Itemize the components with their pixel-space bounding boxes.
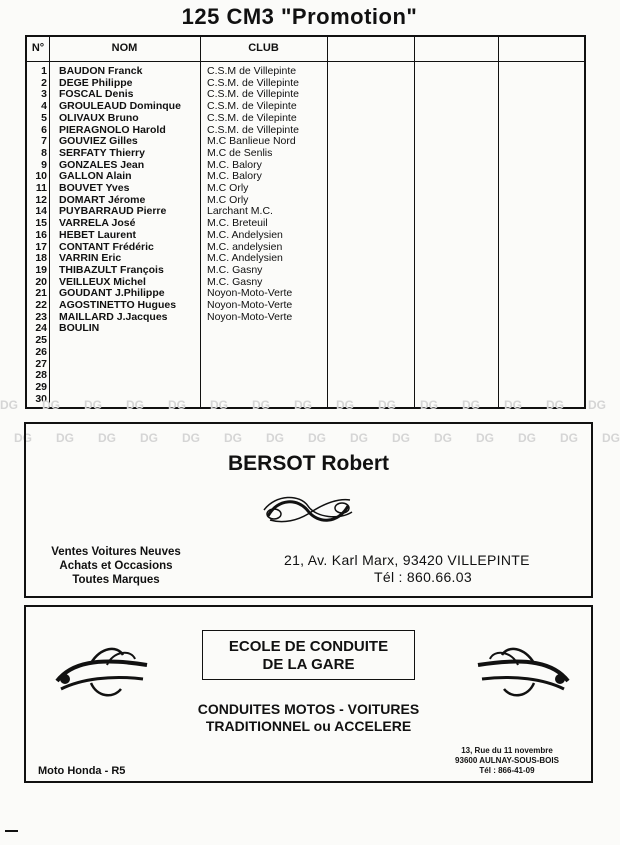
- table-row: [27, 323, 584, 335]
- row-number: 9: [41, 158, 47, 171]
- table-row: [27, 113, 584, 125]
- row-number: 4: [41, 100, 47, 113]
- club-name: C.S.M. de Villepinte: [207, 76, 300, 89]
- watermark-mark: DG: [266, 431, 284, 445]
- bersot-address: 21, Av. Karl Marx, 93420 VILLEPINTE: [284, 552, 530, 568]
- watermark-mark: DG: [42, 398, 60, 412]
- watermark-mark: DG: [588, 398, 606, 412]
- vehicle-note: Moto Honda - R5: [38, 765, 126, 777]
- row-number: 5: [41, 111, 47, 124]
- watermark-mark: DG: [224, 431, 242, 445]
- watermark-mark: DG: [350, 431, 368, 445]
- row-number: 28: [35, 369, 47, 382]
- services-line: CONDUITES MOTOS - VOITURES: [197, 701, 420, 717]
- entrant-name: CONTANT Frédéric: [59, 240, 154, 253]
- row-number: 23: [35, 310, 47, 323]
- table-row: [27, 300, 584, 312]
- row-number: 17: [35, 240, 47, 253]
- entrant-name: PIERAGNOLO Harold: [59, 123, 166, 136]
- row-number: 21: [35, 287, 47, 300]
- watermark-mark: DG: [560, 431, 578, 445]
- row-number: 24: [35, 322, 47, 335]
- row-number: 30: [35, 392, 47, 405]
- entrant-name: BOUVET Yves: [59, 182, 130, 194]
- watermark-mark: DG: [140, 431, 158, 445]
- watermark-mark: DG: [504, 398, 522, 412]
- row-number: 12: [35, 193, 47, 206]
- entrant-name: GALLON Alain: [59, 170, 132, 183]
- watermark-mark: DG: [602, 431, 620, 445]
- watermark-mark: DG: [392, 431, 410, 445]
- watermark-mark: DG: [56, 431, 74, 445]
- watermark-mark: DG: [518, 431, 536, 445]
- club-name: M.C. Balory: [207, 170, 262, 183]
- club-name: M.C. Balory: [207, 158, 262, 171]
- sales-line: Toutes Marques: [72, 574, 160, 586]
- club-name: C.S.M. de Vilepinte: [207, 111, 297, 124]
- table-row: [27, 230, 584, 242]
- header-club: CLUB: [248, 42, 279, 54]
- watermark-mark: DG: [126, 398, 144, 412]
- header-number: N°: [31, 42, 45, 54]
- entrant-name: SERFATY Thierry: [59, 146, 145, 159]
- club-name: C.S.M. de Vilepinte: [207, 100, 297, 113]
- entrant-name: GOUDANT J.Philippe: [59, 287, 165, 300]
- watermark-mark: DG: [546, 398, 564, 412]
- row-number: 1: [41, 65, 47, 77]
- row-number: 3: [41, 88, 47, 101]
- entrant-name: AGOSTINETTO Hugues: [59, 299, 177, 311]
- bersot-advertisement: [24, 422, 593, 598]
- club-name: Noyon-Moto-Verte: [207, 310, 293, 323]
- entrant-name: OLIVAUX Bruno: [59, 111, 139, 124]
- row-number: 10: [35, 170, 47, 183]
- watermark-mark: DG: [0, 398, 18, 412]
- row-number: 22: [35, 299, 47, 311]
- entrant-name: THIBAZULT François: [59, 263, 164, 276]
- row-number: 6: [41, 123, 47, 136]
- watermark-mark: DG: [462, 398, 480, 412]
- club-name: M.C. Andelysien: [207, 252, 283, 265]
- row-number: 20: [35, 275, 47, 288]
- row-number: 26: [35, 345, 47, 358]
- watermark-mark: DG: [98, 431, 116, 445]
- club-name: C.S.M. de Villepinte: [207, 123, 300, 136]
- table-row: [27, 359, 584, 371]
- club-name: Noyon-Moto-Verte: [207, 299, 293, 311]
- row-number: 2: [41, 76, 47, 89]
- flourish-right-icon: [474, 643, 574, 703]
- entrant-name: MAILLARD J.Jacques: [59, 310, 168, 323]
- entrant-name: DOMART Jérome: [59, 193, 146, 206]
- header-name: NOM: [111, 42, 138, 54]
- club-name: C.S.M de Villepinte: [207, 65, 297, 77]
- club-name: M.C. Gasny: [207, 275, 263, 288]
- club-name: M.C. Breteuil: [207, 217, 268, 230]
- services-line: TRADITIONNEL ou ACCELERE: [205, 718, 412, 734]
- bersot-phone: Tél : 860.66.03: [374, 569, 472, 585]
- table-row: [27, 183, 584, 195]
- table-row: [27, 347, 584, 359]
- watermark-mark: DG: [434, 431, 452, 445]
- row-number: 15: [35, 217, 47, 230]
- entrant-name: GOUVIEZ Gilles: [59, 135, 138, 148]
- entrant-name: GROULEAUD Dominque: [59, 100, 181, 113]
- entrant-name: VARRELA José: [59, 217, 136, 230]
- watermark-mark: DG: [14, 431, 32, 445]
- row-number: 27: [35, 357, 47, 370]
- watermark-mark: DG: [294, 398, 312, 412]
- entrant-name: FOSCAL Denis: [59, 88, 134, 101]
- school-name-line: ECOLE DE CONDUITE: [228, 638, 389, 655]
- table-row: [27, 312, 584, 324]
- row-number: 8: [41, 146, 47, 159]
- club-name: M.C Orly: [207, 193, 249, 206]
- club-name: M.C de Senlis: [207, 146, 273, 159]
- driving-school-advertisement: [24, 605, 593, 783]
- row-number: 25: [35, 334, 47, 347]
- scroll-ornament-icon: [258, 494, 358, 528]
- watermark-mark: DG: [336, 398, 354, 412]
- club-name: C.S.M. de Villepinte: [207, 88, 300, 101]
- school-name-line: DE LA GARE: [262, 656, 355, 673]
- entrant-name: GONZALES Jean: [59, 158, 145, 171]
- header-divider: [27, 61, 584, 62]
- entrant-name: DEGE Philippe: [59, 76, 133, 89]
- sales-line: Ventes Voitures Neuves: [51, 546, 181, 558]
- school-address-line: 13, Rue du 11 novembre: [461, 746, 553, 755]
- entrant-name: HEBET Laurent: [59, 228, 137, 241]
- row-number: 19: [35, 263, 47, 276]
- table-row: [27, 335, 584, 347]
- club-name: M.C. Gasny: [207, 263, 263, 276]
- row-number: 16: [35, 228, 47, 241]
- watermark-mark: DG: [210, 398, 228, 412]
- club-name: Larchant M.C.: [207, 205, 273, 218]
- school-phone: Tél : 866-41-09: [479, 766, 535, 775]
- entrant-name: PUYBARRAUD Pierre: [59, 205, 167, 218]
- table-row: [27, 148, 584, 160]
- table-row: [27, 382, 584, 394]
- table-row: [27, 66, 584, 78]
- row-number: 18: [35, 252, 47, 265]
- table-row: [27, 370, 584, 382]
- watermark-mark: DG: [420, 398, 438, 412]
- club-name: M.C. andelysien: [207, 240, 283, 253]
- flourish-left-icon: [51, 643, 151, 703]
- club-name: M.C Banlieue Nord: [207, 135, 296, 148]
- advertiser-name: BERSOT Robert: [227, 452, 389, 475]
- school-name-box: [202, 630, 415, 680]
- watermark-mark: DG: [182, 431, 200, 445]
- entrant-name: VARRIN Eric: [59, 252, 122, 265]
- page-edge-mark: [5, 830, 18, 832]
- entrant-name: BAUDON Franck: [59, 65, 143, 77]
- entry-table: [25, 35, 586, 409]
- row-number: 29: [35, 380, 47, 393]
- watermark-mark: DG: [378, 398, 396, 412]
- watermark-mark: DG: [168, 398, 186, 412]
- watermark-mark: DG: [252, 398, 270, 412]
- entrant-name: BOULIN: [59, 322, 100, 335]
- row-number: 7: [41, 135, 47, 148]
- row-number: 14: [35, 205, 47, 218]
- club-name: M.C Orly: [207, 182, 249, 194]
- entrant-name: VEILLEUX Michel: [59, 275, 146, 288]
- watermark-mark: DG: [308, 431, 326, 445]
- watermark-mark: DG: [476, 431, 494, 445]
- sales-line: Achats et Occasions: [59, 560, 173, 572]
- school-address-line: 93600 AULNAY-SOUS-BOIS: [455, 756, 559, 765]
- club-name: Noyon-Moto-Verte: [207, 287, 293, 300]
- row-number: 11: [35, 182, 47, 194]
- table-row: [27, 265, 584, 277]
- watermark-mark: DG: [84, 398, 102, 412]
- page-title: 125 CM3 "Promotion": [181, 4, 418, 29]
- club-name: M.C. Andelysien: [207, 228, 283, 241]
